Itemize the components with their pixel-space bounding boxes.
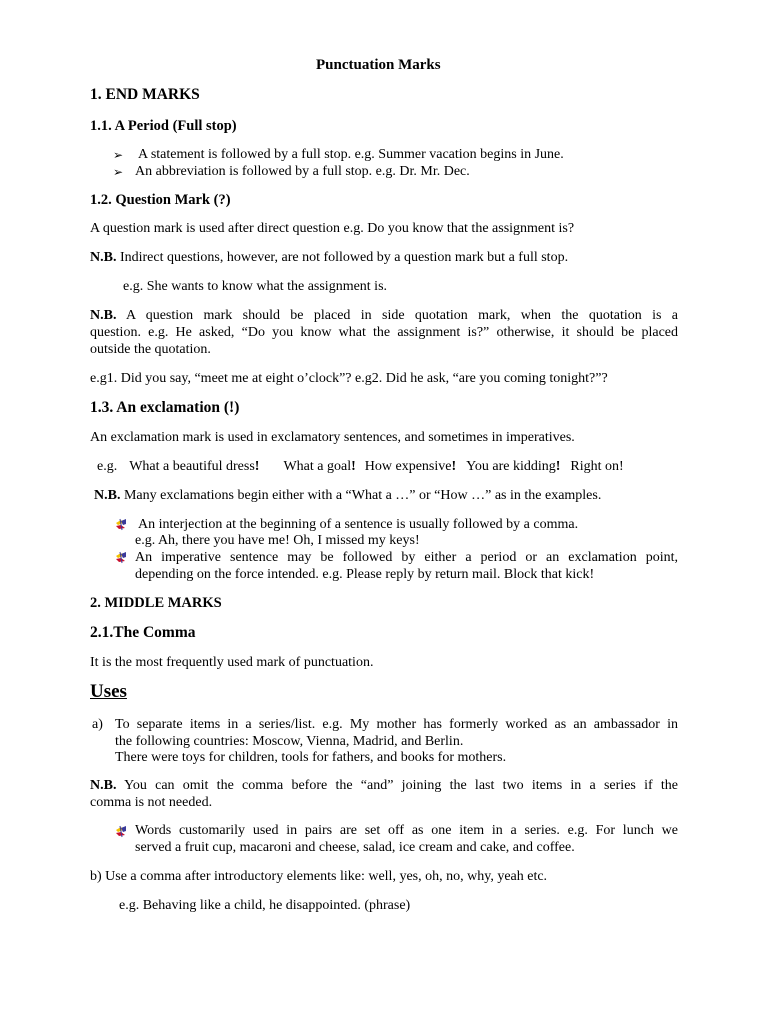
nb-text: You can omit the comma before the “and” joining the last two items in a series if the — [116, 778, 678, 793]
comma-paragraph: It is the most frequently used mark of punctuation. — [90, 655, 374, 670]
question-mark-heading: 1.2. Question Mark (?) — [90, 192, 231, 208]
question-paragraph: A question mark is used after direct question e.g. Do you know that the assignment is? — [90, 221, 575, 236]
flag-bullet-icon — [114, 550, 128, 564]
example-prefix: e.g. — [97, 459, 118, 474]
nb-label: N.B. — [90, 778, 117, 793]
section-end-marks-heading: 1. END MARKS — [90, 86, 200, 103]
nb-text: outside the quotation. — [90, 342, 211, 357]
exclamation-heading: 1.3. An exclamation (!) — [90, 399, 240, 416]
pairs-line-1: Words customarily used in pairs are set off as one item in a series. e.g. For lunch we — [135, 823, 678, 838]
use-a-line-2: the following countries: Moscow, Vienna, Madrid, and Berlin. — [115, 734, 464, 749]
interjection-bullet-line-2: e.g. Ah, there you have me! Oh, I missed my keys! — [135, 533, 420, 548]
use-b-paragraph: b) Use a comma after introductory elements like: well, yes, oh, no, why, yeah etc. — [90, 869, 548, 884]
example-5: Right on! — [570, 459, 624, 474]
uses-heading: Uses — [90, 681, 127, 702]
flag-bullet-icon — [114, 824, 128, 838]
page-title: Punctuation Marks — [316, 57, 441, 73]
section-middle-marks-heading: 2. MIDDLE MARKS — [90, 595, 222, 611]
example-3: How expensive — [364, 459, 452, 474]
use-b-example: e.g. Behaving like a child, he disappointed. (phrase) — [119, 898, 411, 913]
nb-text: comma is not needed. — [90, 795, 213, 810]
question-example-1: e.g. She wants to know what the assignment is. — [123, 279, 388, 294]
interjection-bullet-line-1: An interjection at the beginning of a sentence is usually followed by a comma. — [138, 517, 579, 532]
example-2: What a goal — [283, 459, 352, 474]
imperative-line-1: An imperative sentence may be followed by either a period or an exclamation point, — [135, 550, 678, 565]
nb-label: N.B. — [90, 250, 117, 265]
use-a-paragraph — [115, 717, 678, 767]
imperative-bullet — [135, 550, 678, 584]
nb-label: N.B. — [94, 488, 121, 503]
list-marker-a: a) — [92, 717, 103, 732]
nb-text: Indirect questions, however, are not followed by a question mark but a full stop. — [116, 250, 569, 265]
example-4: You are kidding — [466, 459, 556, 474]
nb-text: Many exclamations begin either with a “What a …” or “How …” as in the examples. — [120, 488, 602, 503]
exclamation-nb — [94, 488, 601, 504]
question-nb-1 — [90, 250, 568, 266]
nb-text: question. e.g. He asked, “Do you know what the assignment is?” otherwise, it should be placed — [90, 325, 678, 340]
flag-bullet-icon — [114, 517, 128, 531]
period-heading: 1.1. A Period (Full stop) — [90, 118, 237, 134]
nb-label: N.B. — [90, 308, 117, 323]
arrow-bullet-icon: ➢ — [113, 148, 124, 162]
question-example-2: e.g1. Did you say, “meet me at eight o’clock”? e.g2. Did he ask, “are you coming tonight?”? — [90, 371, 608, 386]
arrow-bullet-icon: ➢ — [113, 165, 124, 179]
period-bullet-2: An abbreviation is followed by a full stop. e.g. Dr. Mr. Dec. — [135, 164, 470, 179]
pairs-bullet — [135, 823, 678, 857]
question-nb-2-paragraph — [90, 308, 678, 359]
use-a-line-1: To separate items in a series/list. e.g. My mother has formerly worked as an ambassador in — [115, 717, 678, 732]
exclamation-examples: e.g. What a beautiful dress! What a goal! How expensive! You are kidding! Right on! — [97, 459, 624, 474]
pairs-line-2: served a fruit cup, macaroni and cheese, salad, ice cream and cake, and coffee. — [135, 840, 575, 855]
imperative-line-2: depending on the force intended. e.g. Please reply by return mail. Block that kick! — [135, 567, 595, 582]
exclamation-paragraph: An exclamation mark is used in exclamatory sentences, and sometimes in imperatives. — [90, 430, 575, 445]
comma-heading: 2.1.The Comma — [90, 624, 196, 641]
use-a-line-3: There were toys for children, tools for fathers, and books for mothers. — [115, 750, 507, 765]
comma-nb-paragraph — [90, 778, 678, 812]
example-1: What a beautiful dress — [129, 459, 255, 474]
nb-text: A question mark should be placed in side quotation mark, when the quotation is a — [116, 308, 678, 323]
period-bullet-1: A statement is followed by a full stop. e.g. Summer vacation begins in June. — [138, 147, 564, 162]
